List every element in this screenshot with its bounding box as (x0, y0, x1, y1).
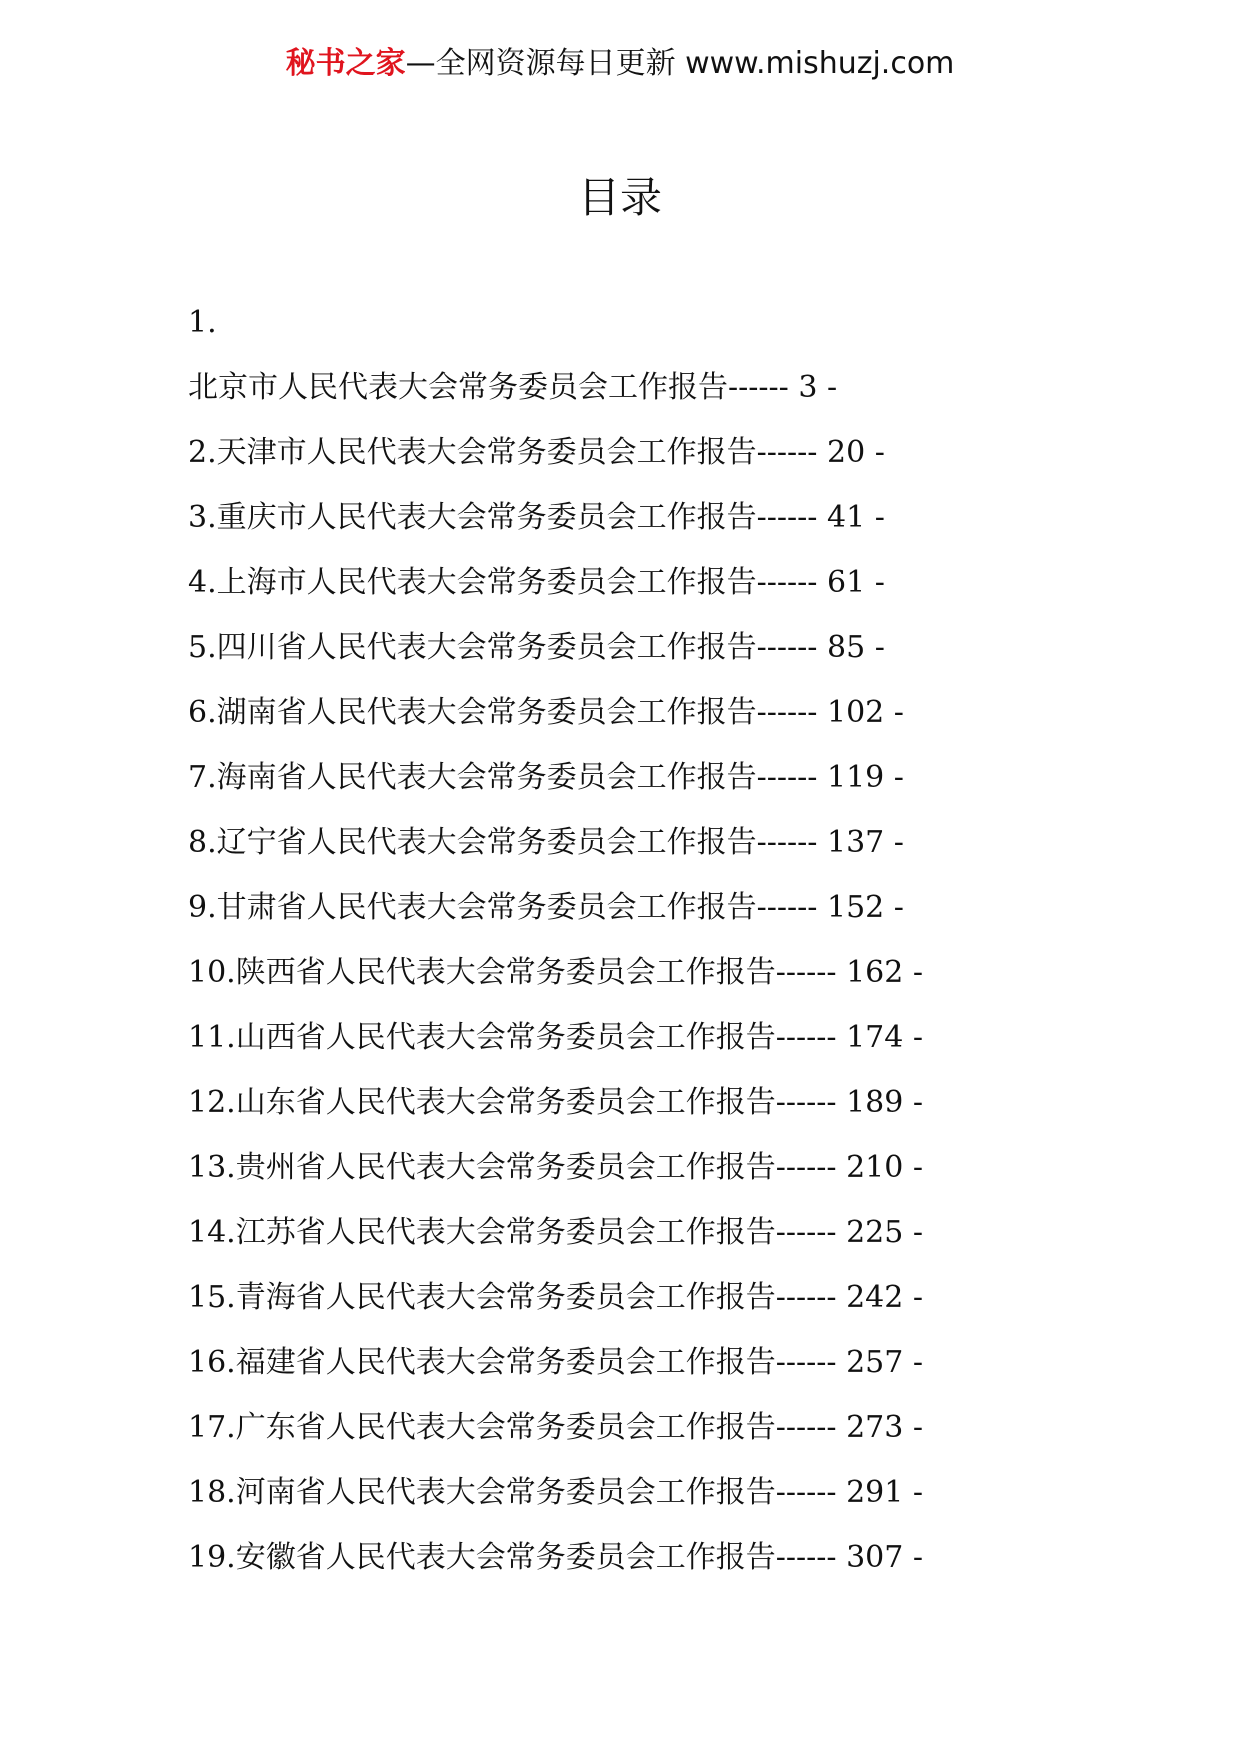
toc-entry[interactable]: 13.贵州省人民代表大会常务委员会工作报告------ 210 - (188, 1150, 923, 1185)
site-header (0, 42, 1240, 86)
toc-entry[interactable]: 8.辽宁省人民代表大会常务委员会工作报告------ 137 - (188, 825, 904, 860)
toc-entry[interactable]: 19.安徽省人民代表大会常务委员会工作报告------ 307 - (188, 1540, 923, 1575)
toc-entry[interactable]: 3.重庆市人民代表大会常务委员会工作报告------ 41 - (188, 500, 885, 535)
toc-entry[interactable]: 1. (188, 305, 217, 340)
toc-entry[interactable]: 12.山东省人民代表大会常务委员会工作报告------ 189 - (188, 1085, 923, 1120)
toc-entry[interactable]: 5.四川省人民代表大会常务委员会工作报告------ 85 - (188, 630, 885, 665)
toc-entry[interactable]: 16.福建省人民代表大会常务委员会工作报告------ 257 - (188, 1345, 923, 1380)
toc-entry[interactable]: 9.甘肃省人民代表大会常务委员会工作报告------ 152 - (188, 890, 904, 925)
toc-entry[interactable]: 17.广东省人民代表大会常务委员会工作报告------ 273 - (188, 1410, 923, 1445)
toc-entry[interactable]: 10.陕西省人民代表大会常务委员会工作报告------ 162 - (188, 955, 923, 990)
toc-entry[interactable]: 4.上海市人民代表大会常务委员会工作报告------ 61 - (188, 565, 885, 600)
toc-entry[interactable]: 6.湖南省人民代表大会常务委员会工作报告------ 102 - (188, 695, 904, 730)
page-title: 目录 (577, 173, 662, 222)
toc-entry[interactable]: 11.山西省人民代表大会常务委员会工作报告------ 174 - (188, 1020, 923, 1055)
toc-entry[interactable]: 18.河南省人民代表大会常务委员会工作报告------ 291 - (188, 1475, 923, 1510)
toc-entry[interactable]: 7.海南省人民代表大会常务委员会工作报告------ 119 - (188, 760, 904, 795)
table-of-contents (188, 290, 1088, 1590)
toc-entry[interactable]: 15.青海省人民代表大会常务委员会工作报告------ 242 - (188, 1280, 923, 1315)
toc-entry[interactable]: 14.江苏省人民代表大会常务委员会工作报告------ 225 - (188, 1215, 923, 1250)
toc-entry[interactable]: 2.天津市人民代表大会常务委员会工作报告------ 20 - (188, 435, 885, 470)
site-tagline: —全网资源每日更新 www.mishuzj.com (405, 46, 955, 81)
toc-entry[interactable]: 北京市人民代表大会常务委员会工作报告------ 3 - (188, 370, 838, 405)
site-name: 秘书之家 (285, 46, 406, 81)
